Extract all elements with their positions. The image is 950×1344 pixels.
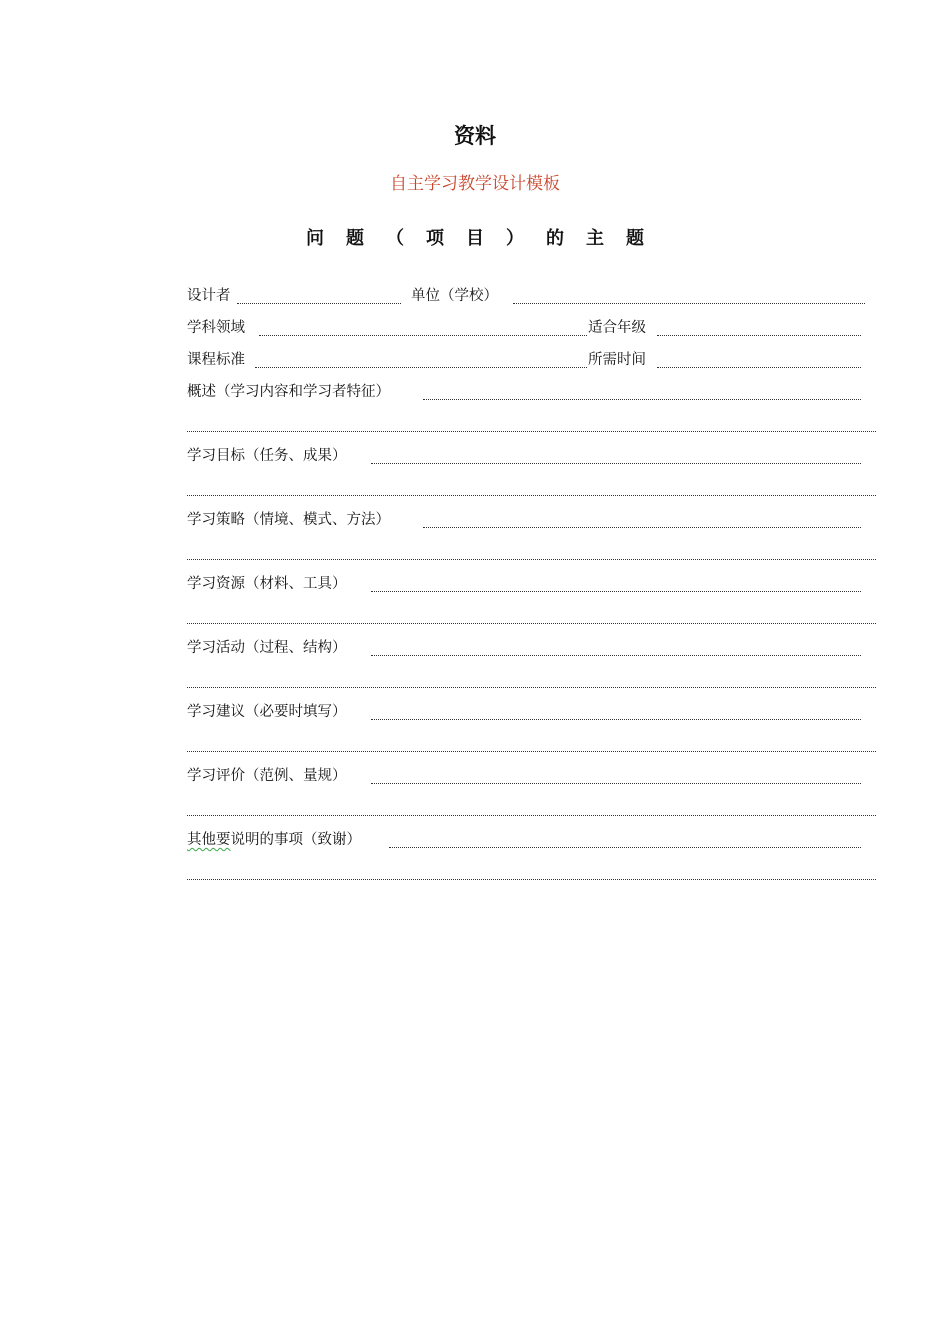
heading-char: ） xyxy=(506,228,524,249)
overview-row xyxy=(187,382,877,404)
evaluation-row xyxy=(187,766,877,788)
suggestions-field[interactable] xyxy=(371,719,861,720)
other-label-rest: 说明的事项（致谢） xyxy=(230,832,361,848)
suggestions-label: 学习建议（必要时填写） xyxy=(187,704,347,720)
standard-label: 课程标准 xyxy=(187,352,245,368)
resources-row xyxy=(187,574,877,596)
heading-char: 目 xyxy=(466,228,484,249)
grade-field[interactable] xyxy=(657,335,861,336)
standard-row xyxy=(187,350,877,372)
heading-char: 主 xyxy=(586,228,604,249)
overview-field[interactable] xyxy=(423,399,861,400)
overview-label: 概述（学习内容和学习者特征） xyxy=(187,384,390,400)
designer-label: 设计者 xyxy=(187,288,231,304)
goals-field[interactable] xyxy=(371,463,861,464)
other-field[interactable] xyxy=(389,847,861,848)
unit-field[interactable] xyxy=(513,303,865,304)
goals-row xyxy=(187,446,877,468)
other-continuation-line[interactable] xyxy=(187,879,876,880)
heading-char: 问 xyxy=(306,228,324,249)
goals-label: 学习目标（任务、成果） xyxy=(187,448,347,464)
other-row xyxy=(187,830,877,852)
heading-char: （ xyxy=(386,228,404,249)
activities-label: 学习活动（过程、结构） xyxy=(187,640,347,656)
activities-continuation-line[interactable] xyxy=(187,687,876,688)
grade-label: 适合年级 xyxy=(588,320,646,336)
topic-heading xyxy=(0,226,950,252)
time-label: 所需时间 xyxy=(588,352,646,368)
suggestions-row xyxy=(187,702,877,724)
resources-continuation-line[interactable] xyxy=(187,623,876,624)
subject-row xyxy=(187,318,877,340)
heading-char: 的 xyxy=(546,228,564,249)
overview-continuation-line[interactable] xyxy=(187,431,876,432)
evaluation-continuation-line[interactable] xyxy=(187,815,876,816)
evaluation-field[interactable] xyxy=(371,783,861,784)
resources-field[interactable] xyxy=(371,591,861,592)
designer-row xyxy=(187,286,877,308)
designer-field[interactable] xyxy=(237,303,401,304)
strategy-continuation-line[interactable] xyxy=(187,559,876,560)
evaluation-label: 学习评价（范例、量规） xyxy=(187,768,347,784)
subject-label: 学科领域 xyxy=(187,320,245,336)
time-field[interactable] xyxy=(657,367,861,368)
strategy-field[interactable] xyxy=(423,527,861,528)
suggestions-continuation-line[interactable] xyxy=(187,751,876,752)
heading-char: 题 xyxy=(626,228,644,249)
unit-label: 单位（学校） xyxy=(411,288,498,304)
strategy-row xyxy=(187,510,877,532)
heading-char: 项 xyxy=(426,228,444,249)
activities-field[interactable] xyxy=(371,655,861,656)
strategy-label: 学习策略（情境、模式、方法） xyxy=(187,512,390,528)
subject-field[interactable] xyxy=(259,335,587,336)
other-label xyxy=(187,830,361,850)
standard-field[interactable] xyxy=(255,367,587,368)
activities-row xyxy=(187,638,877,660)
heading-char: 题 xyxy=(346,228,364,249)
resources-label: 学习资源（材料、工具） xyxy=(187,576,347,592)
spellcheck-underlined-text: 其他要 xyxy=(187,832,231,848)
document-title: 资料 xyxy=(454,123,496,148)
goals-continuation-line[interactable] xyxy=(187,495,876,496)
document-subtitle: 自主学习教学设计模板 xyxy=(390,174,560,194)
